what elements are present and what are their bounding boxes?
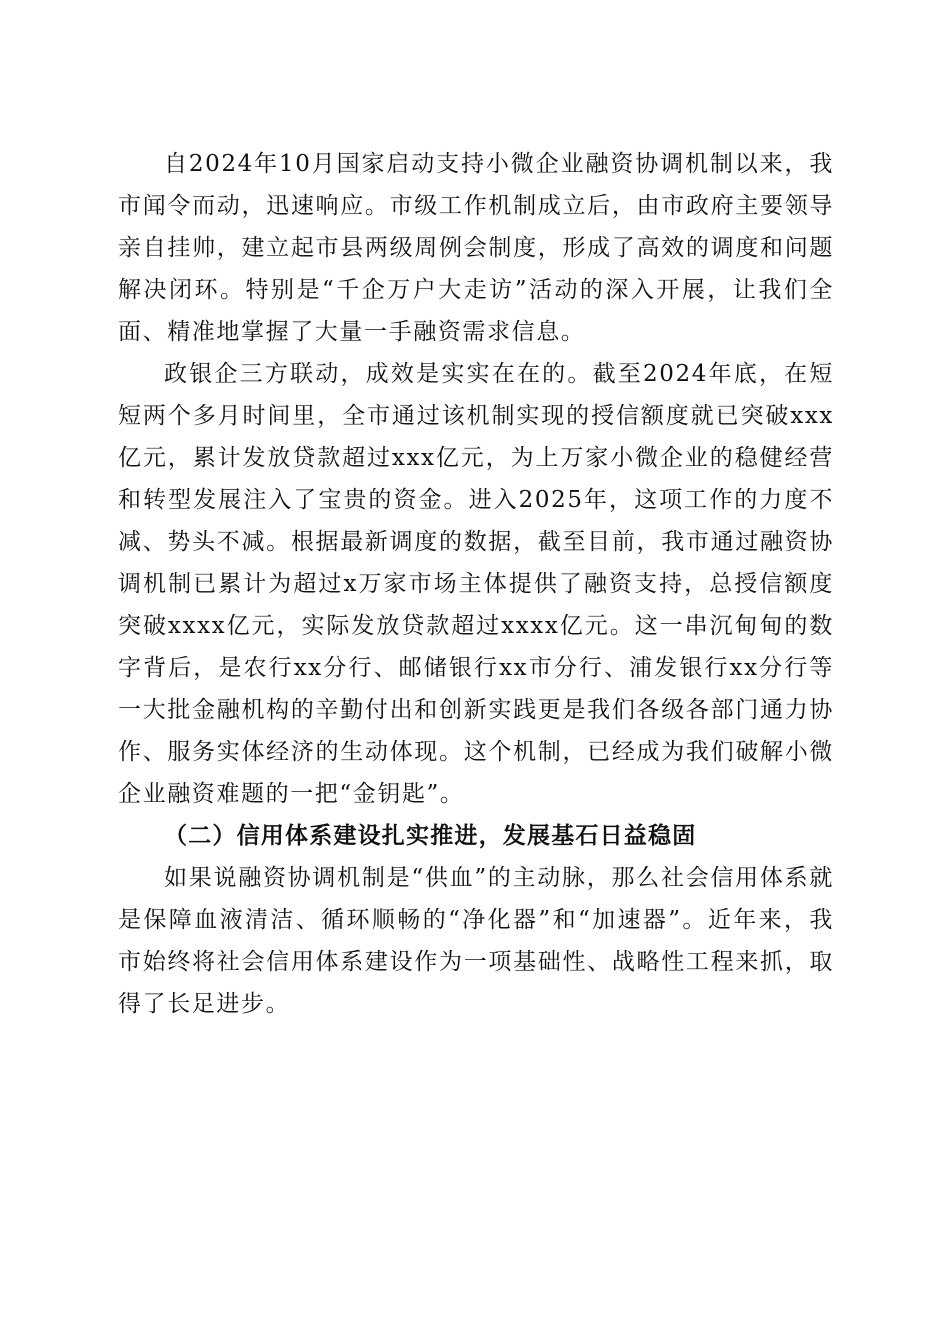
paragraph-financing-mechanism-launch: 自2024年10月国家启动支持小微企业融资协调机制以来，我市闻令而动，迅速响应。市级工作机制成立后，由市政府主要领导亲自挂帅，建立起市县两级周例会制度，形成了高效的调度和问题解决闭环。特别是“千企万户大走访”活动的深入开展，让我们全面、精准地掌握了大量一手融资需求信息。 [118, 151, 834, 345]
paragraph-credit-system: 如果说融资协调机制是“供血”的主动脉，那么社会信用体系就是保障血液清洁、循环顺畅的“净化器”和“加速器”。近年来，我市始终将社会信用体系建设作为一项基础性、战略性工程来抓，取得了长足进步。 [118, 865, 834, 1017]
section-heading: （二）信用体系建设扎实推进，发展基石日益稳固 [164, 823, 697, 849]
paragraph-financing-results: 政银企三方联动，成效是实实在在的。截至2024年底，在短短两个多月时间里，全市通过该机制实现的授信额度就已突破xxx亿元，累计发放贷款超过xxx亿元，为上万家小微企业的稳健经营和转型发展注入了宝贵的资金。进入2025年，这项工作的力度不减、势头不减。根据最新调度的数据，截至目前，我市通过融资协调机制已累计为超过x万家市场主体提供了融资支持，总授信额度突破xxxx亿元，实际发放贷款超过xxxx亿元。这一串沉甸甸的数字背后，是农行xx分行、邮储银行xx市分行、浦发银行xx分行等一大批金融机构的辛勤付出和创新实践更是我们各级各部门通力协作、服务实体经济的生动体现。这个机制，已经成为我们破解小微企业融资难题的一把“金钥匙”。 [118, 361, 834, 807]
document-body [118, 143, 834, 1025]
